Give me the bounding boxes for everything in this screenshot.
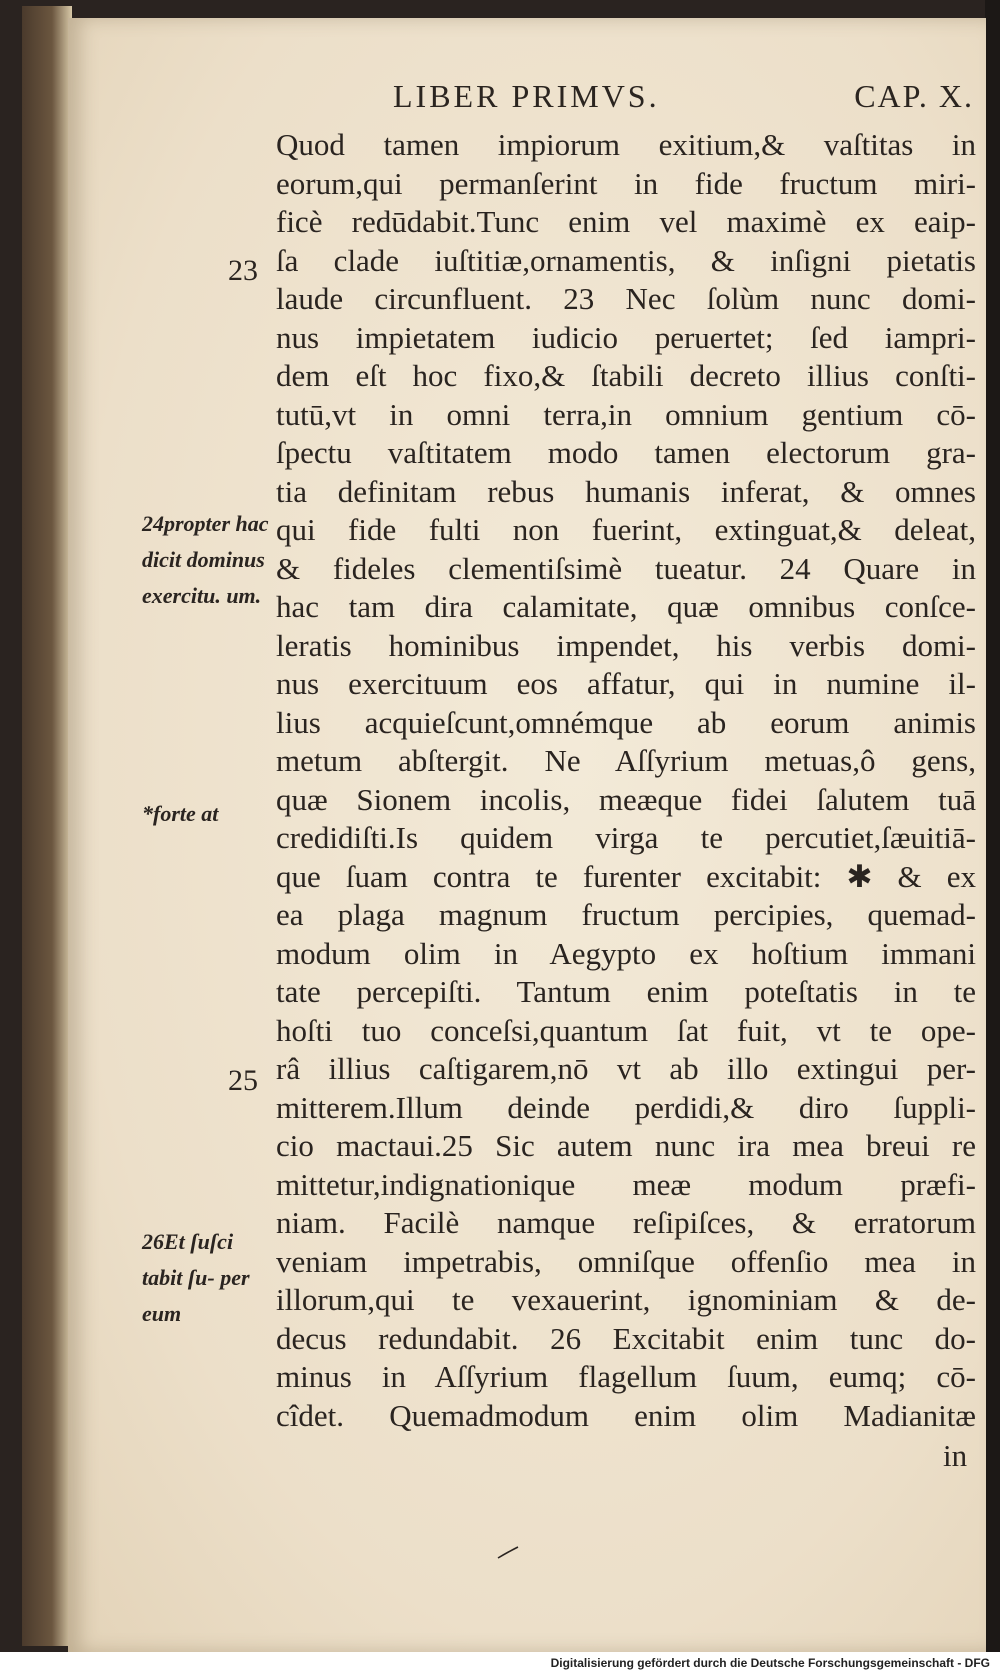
text-line: que ſuam contra te furenter excitabit: ✱ & ex [276,858,976,894]
text-line: ſa clade iuſtitiæ,ornamentis, & inſigni pietatis [276,242,976,278]
text-line: metum abſtergit. Ne Aſſyrium metuas,ô gens, [276,743,976,778]
margin-note: 24propter hac dicit dominus exercitu. um. [142,511,269,608]
text-line: ſpectu vaſtitatem modo tamen electorum gra- [276,435,976,470]
text-line: Quod tamen impiorum exitium,& vaſtitas in [276,127,976,162]
text-line: niam. Facilè namque reſipiſces, & erratorum [276,1205,976,1240]
catchword: in [943,1438,968,1473]
running-head-chapter: CAP. X. [854,78,974,114]
text-line: leratis hominibus impendet, his verbis domi- [276,627,976,663]
verse-number: 25 [228,1064,258,1097]
text-line: hoſti tuo conceſsi,quantum ſat fuit, vt te ope- [276,1012,976,1048]
text-line: nus exercituum eos affatur, qui in numine il- [276,666,976,701]
text-line: qui fide fulti non fuerint, extinguat,& deleat, [276,512,976,547]
text-line: veniam impetrabis, omniſque offenſio mea in [276,1243,976,1279]
text-line: decus redundabit. 26 Excitabit enim tunc do- [276,1320,976,1356]
text-line: dem eſt hoc fixo,& ſtabili decreto illius conſti- [276,358,976,393]
text-line: ea plaga magnum fructum percipies, quemad- [276,897,976,932]
text-line: mitterem.Illum deinde perdidi,& diro ſuppli- [276,1089,976,1125]
text-line: credidiſti.Is quidem virga te percutiet,ſæuitiā- [276,820,976,855]
text-line: illorum,qui te vexauerint, ignominiam & de- [276,1282,976,1317]
text-line: lius acquieſcunt,omnémque ab eorum animis [276,704,976,740]
text-line: cio mactaui.25 Sic autem nunc ira mea breui re [276,1128,976,1163]
text-line: tate percepiſti. Tantum enim poteſtatis in te [276,974,976,1009]
text-line: eorum,qui permanſerint in fide fructum miri- [276,165,976,201]
margin-note: *forte at [142,801,219,826]
text-line: mittetur,indignationique meæ modum præfi- [276,1166,976,1202]
ink-mark [496,1546,520,1560]
running-head-title: LIBER PRIMVS. [393,78,660,114]
text-line: laude circunfluent. 23 Nec ſolùm nunc domi- [276,281,976,316]
text-line: ficè redūdabit.Tunc enim vel maximè ex eaip- [276,204,976,239]
text-line: tutū,vt in omni terra,in omnium gentium cō- [276,396,976,432]
text-line: nus impietatem iudicio peruertet; ſed iampri- [276,319,976,355]
verse-number: 23 [228,254,258,287]
text-line: râ illius caſtigarem,nō vt ab illo extingui per- [276,1051,976,1086]
footer-bar [0,1652,1000,1676]
text-line: hac tam dira calamitate, quæ omnibus conſce- [276,589,976,624]
text-line: modum olim in Aegypto ex hoſtium immani [276,935,976,971]
scan-border-right [985,0,1000,1652]
text-line: tia definitam rebus humanis inferat, & omnes [276,473,976,509]
text-line: cîdet. Quemadmodum enim olim Madianitæ [276,1397,976,1433]
book-fore-edge [22,6,72,1646]
margin-note: 26Et ſuſci tabit ſu- per eum [142,1229,250,1326]
body-text [276,126,976,1435]
running-head [68,78,986,122]
text-line: quæ Sionem incolis, meæque fidei ſalutem tuā [276,781,976,817]
text-line: & fideles clementiſsimè tueatur. 24 Quare in [276,550,976,586]
book-page [68,18,986,1652]
text-line: minus in Aſſyrium flagellum ſuum, eumq; cō- [276,1359,976,1394]
funding-credit: Digitalisierung gefördert durch die Deutsche Forschungsgemeinschaft - DFG [550,1656,990,1670]
